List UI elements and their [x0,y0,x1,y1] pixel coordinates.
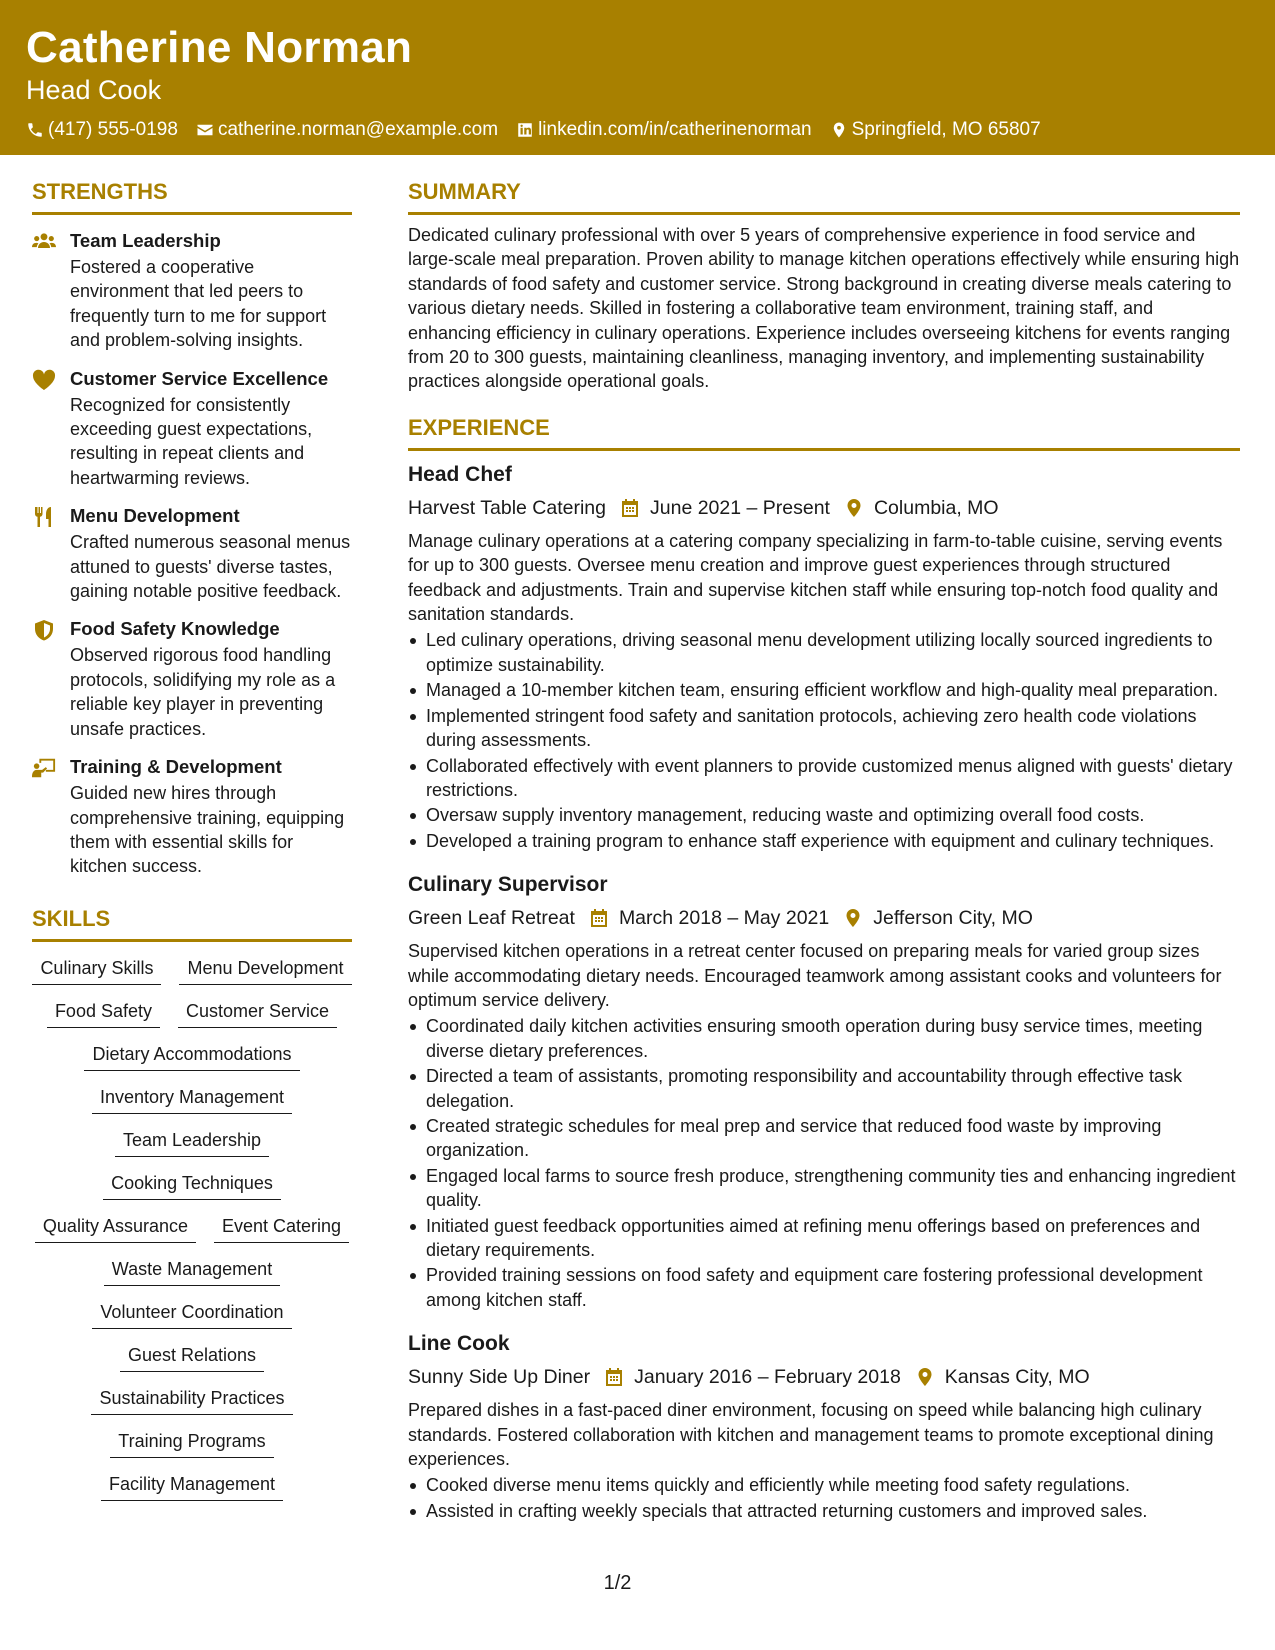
bullet-item: Engaged local farms to source fresh produce, strengthening community ties and enhancing ingredient quality. [408,1164,1240,1213]
summary-text: Dedicated culinary professional with over 5 years of comprehensive experience in food service and large-scale meal preparation. Proven ability to manage kitchen operations effectively while ensuring high standards of food safety and customer service. Strong background in creating diverse meals catering to various dietary needs. Skilled in fostering a collaborative team environment, training staff, and enhancing efficiency in culinary operations. Experience includes overseeing kitchens for events ranging from 20 to 300 guests, maintaining cleanliness, managing inventory, and implementing sustainability practices alongside operational goals. [408,225,1240,392]
skill-tag: Menu Development [179,956,351,985]
skill-tag: Sustainability Practices [91,1386,292,1415]
map-pin-icon [843,908,863,928]
skill-tag: Culinary Skills [32,956,161,985]
resume-header [0,0,1275,155]
shield-icon [32,619,56,641]
contact-linkedin[interactable] [516,118,812,142]
job-company: Green Leaf Retreat [408,907,575,930]
contact-bar [26,118,1249,142]
bullet-item: Collaborated effectively with event planners to provide customized menus aligned with guests' dietary restrictions. [408,754,1240,803]
bullet-item: Created strategic schedules for meal prep and service that reduced food waste by improving organization. [408,1114,1240,1163]
right-column [408,178,1240,1524]
job-entry [408,871,1240,1312]
bullet-item: Provided training sessions on food safety and equipment care fostering professional development among kitchen staff. [408,1263,1240,1312]
bullet-item: Implemented stringent food safety and sanitation protocols, achieving zero health code violations during assessments. [408,704,1240,753]
job-location: Columbia, MO [873,496,999,519]
bullet-item: Oversaw supply inventory management, reducing waste and optimizing overall food costs. [408,803,1240,827]
skills-list [32,956,352,1501]
candidate-name: Catherine Norman [26,23,413,72]
strength-item [32,617,352,741]
calendar-icon [604,1367,624,1387]
bullet-item: Directed a team of assistants, promoting responsibility and accountability through effective task delegation. [408,1064,1240,1113]
contact-phone[interactable] [26,118,178,142]
job-company: Sunny Side Up Diner [408,1366,591,1389]
strength-desc: Recognized for consistently exceeding guest expectations, resulting in repeat clients and heartwarming reviews. [70,394,313,488]
skill-tag: Team Leadership [115,1128,269,1157]
job-meta [408,905,1240,931]
email-text: catherine.norman@example.com [217,119,499,140]
linkedin-icon [516,121,534,139]
strength-desc: Crafted numerous seasonal menus attuned to guests' diverse tastes, gaining notable positive feedback. [70,532,351,602]
bullet-item: Assisted in crafting weekly specials that attracted returning customers and improved sales. [408,1499,1240,1523]
page-number [0,1570,1275,1596]
heart-icon [32,369,56,391]
contact-email[interactable] [196,118,498,142]
envelope-icon [196,121,214,139]
candidate-title: Head Cook [26,75,162,105]
job-title: Line Cook [408,1332,510,1356]
skill-tag: Food Safety [47,999,160,1028]
bullet-item: Initiated guest feedback opportunities aimed at refining menu offerings based on preferences and dietary requirements. [408,1214,1240,1263]
map-pin-icon [844,498,864,518]
experience-heading: EXPERIENCE [408,414,1240,451]
job-bullets [408,1473,1240,1523]
skill-tag: Inventory Management [92,1085,292,1114]
skill-tag: Event Catering [214,1214,349,1243]
job-dates: March 2018 – May 2021 [618,907,830,930]
skill-tag: Dietary Accommodations [84,1042,299,1071]
job-company: Harvest Table Catering [408,496,606,519]
strength-item [32,367,352,491]
users-icon [32,231,56,253]
skill-tag: Waste Management [104,1257,280,1286]
job-meta [408,495,1240,521]
job-dates: June 2021 – Present [650,496,830,519]
strength-item [32,755,352,879]
job-title: Culinary Supervisor [408,873,608,897]
bullet-item: Led culinary operations, driving seasonal menu development utilizing locally sourced ingredients to optimize sustainability. [408,628,1240,677]
strength-desc: Guided new hires through comprehensive training, equipping them with essential skills for kitchen success. [70,783,345,877]
strength-desc: Fostered a cooperative environment that led peers to frequently turn to me for support and problem-solving insights. [70,257,327,351]
strength-title: Food Safety Knowledge [70,618,280,640]
job-title: Head Chef [408,462,512,486]
bullet-item: Managed a 10-member kitchen team, ensuring efficient workflow and high-quality meal preparation. [408,678,1240,702]
job-location: Kansas City, MO [944,1366,1090,1389]
skill-tag: Facility Management [101,1472,283,1501]
map-pin-icon [915,1367,935,1387]
job-bullets [408,628,1240,853]
job-entry [408,1330,1240,1523]
strength-desc: Observed rigorous food handling protocols, solidifying my role as a reliable key player in preventing unsafe practices. [70,645,336,739]
job-meta [408,1364,1240,1390]
skill-tag: Guest Relations [120,1343,264,1372]
left-column [32,178,352,1501]
linkedin-text: linkedin.com/in/catherinenorman [538,119,812,140]
strength-title: Team Leadership [70,230,221,251]
calendar-icon [589,908,609,928]
utensils-icon [32,506,56,528]
skill-tag: Customer Service [178,999,337,1028]
bullet-item: Coordinated daily kitchen activities ensuring smooth operation during busy service times, meeting diverse dietary preferences. [408,1014,1240,1063]
skill-tag: Training Programs [110,1429,273,1458]
strength-item [32,504,352,603]
skill-tag: Cooking Techniques [103,1171,281,1200]
location-text: Springfield, MO 65807 [851,119,1041,140]
bullet-item: Developed a training program to enhance staff experience with equipment and culinary techniques. [408,829,1240,853]
skill-tag: Quality Assurance [35,1214,196,1243]
job-location: Jefferson City, MO [873,907,1033,930]
strength-title: Training & Development [70,756,282,778]
phone-text: (417) 555-0198 [48,119,178,140]
job-description: Prepared dishes in a fast-paced diner environment, focusing on speed while balancing high culinary standards. Fostered collaboration with kitchen and management teams to promote exceptional dining experiences. [408,1400,1214,1470]
strength-title: Menu Development [70,505,240,527]
page-number-text: 1/2 [603,1572,632,1594]
calendar-icon [620,498,640,518]
job-entry [408,461,1240,853]
job-bullets [408,1014,1240,1312]
contact-location [830,118,1041,142]
bullet-item: Cooked diverse menu items quickly and efficiently while meeting food safety regulations. [408,1473,1240,1497]
job-description: Supervised kitchen operations in a retreat center focused on preparing meals for varied group sizes while accommodating dietary needs. Encouraged teamwork among assistant cooks and volunteers for optimum service delivery. [408,941,1222,1010]
job-dates: January 2016 – February 2018 [634,1366,901,1389]
chalkboard-teacher-icon [32,757,56,779]
skills-heading: SKILLS [32,905,352,942]
job-description: Manage culinary operations at a catering company specializing in farm-to-table cuisine, serving events for up to 300 guests. Oversee menu creation and improve guest experiences through structured feedback and adjustments. Train and supervise kitchen staff while ensuring top-notch food quality and sanitation standards. [408,530,1223,625]
summary-heading: SUMMARY [408,178,1240,215]
map-pin-icon [830,121,848,139]
strengths-heading: STRENGTHS [32,178,352,215]
strength-title: Customer Service Excellence [70,367,329,389]
phone-icon [26,121,44,139]
skill-tag: Volunteer Coordination [92,1300,291,1329]
strength-item [32,229,352,353]
